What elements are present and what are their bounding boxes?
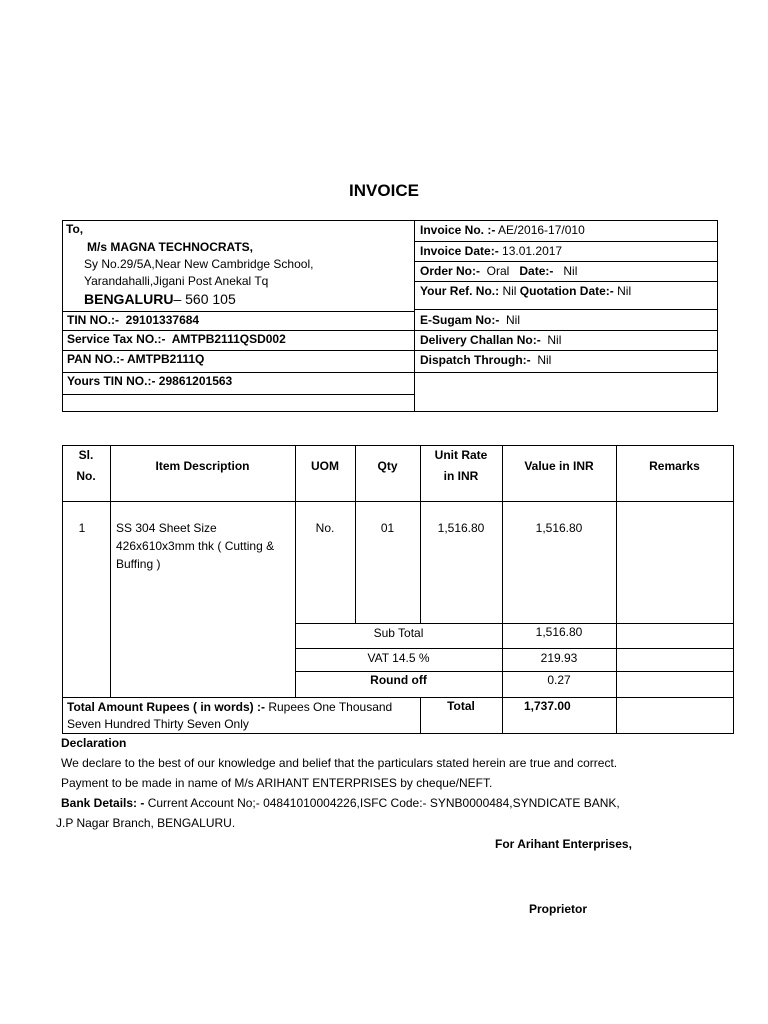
- bank-branch: J.P Nagar Branch, BENGALURU.: [56, 816, 236, 830]
- header-sl-1: Sl.: [78, 448, 94, 462]
- declaration-line-2: Payment to be made in name of M/s ARIHANT ENTERPRISES by cheque/NEFT.: [61, 776, 493, 790]
- order-no-label: Order No:-: [420, 264, 480, 278]
- customer-address-line-2: Yarandahalli,Jigani Post Anekal Tq: [84, 274, 269, 288]
- order-date-label: Date:-: [519, 264, 554, 278]
- signature-designation: Proprietor: [529, 902, 588, 916]
- signature-company: For Arihant Enterprises,: [495, 837, 632, 851]
- service-tax-label: Service Tax NO.:-: [67, 332, 166, 346]
- esugam-label: E-Sugam No:-: [420, 313, 500, 327]
- vat-value: 219.93: [540, 651, 578, 665]
- amount-in-words-value-1: Rupees One Thousand: [268, 700, 393, 714]
- service-tax-value: AMTPB2111QSD002: [171, 332, 286, 346]
- bank-details-label: Bank Details: -: [61, 796, 145, 810]
- total-label: Total: [447, 699, 475, 713]
- pan-value: AMTPB2111Q: [127, 352, 205, 366]
- header-qty: Qty: [377, 459, 398, 473]
- dispatch-value: Nil: [537, 353, 552, 367]
- row-value: 1,516.80: [535, 521, 583, 535]
- sub-total-value: 1,516.80: [535, 625, 583, 639]
- customer-address-line-1: Sy No.29/5A,Near New Cambridge School,: [84, 257, 314, 271]
- row-uom: No.: [315, 521, 335, 535]
- customer-pin: – 560 105: [173, 291, 236, 307]
- bank-details-line: [61, 796, 620, 811]
- round-off-value: 0.27: [547, 673, 571, 687]
- header-unit-rate-1: Unit Rate: [434, 448, 488, 462]
- invoice-no-row: [420, 223, 585, 238]
- customer-city-line: [84, 292, 236, 307]
- pan-label: PAN NO.:-: [67, 352, 125, 366]
- invoice-date-label: Invoice Date:-: [420, 244, 499, 258]
- bank-details-value: Current Account No;- 04841010004226,ISFC Code:- SYNB0000484,SYNDICATE BANK,: [147, 796, 620, 810]
- esugam-value: Nil: [506, 313, 521, 327]
- to-label: To,: [66, 222, 84, 236]
- amount-in-words-value-2: Seven Hundred Thirty Seven Only: [67, 717, 249, 731]
- row-sl: 1: [78, 521, 86, 535]
- invoice-date-row: [420, 244, 562, 259]
- customer-name: M/s MAGNA TECHNOCRATS,: [87, 240, 253, 254]
- header-remarks: Remarks: [649, 459, 700, 473]
- yours-tin-row: [67, 374, 232, 389]
- declaration-heading: Declaration: [61, 736, 127, 750]
- quotation-date-label: Quotation Date:-: [519, 284, 614, 298]
- page-title: INVOICE: [349, 181, 419, 200]
- dispatch-row: [420, 353, 551, 368]
- pan-row: [67, 352, 204, 367]
- row-rate: 1,516.80: [437, 521, 485, 535]
- yours-tin-value: 29861201563: [158, 374, 233, 388]
- invoice-date-value: 13.01.2017: [502, 244, 563, 258]
- total-value: 1,737.00: [524, 699, 571, 713]
- yours-tin-label: Yours TIN NO.:-: [67, 374, 156, 388]
- delivery-challan-value: Nil: [547, 333, 562, 347]
- order-row: [420, 264, 577, 279]
- tin-value: 29101337684: [125, 313, 200, 327]
- round-off-label: Round off: [370, 673, 427, 687]
- header-item-description: Item Description: [155, 459, 250, 473]
- header-sl-2: No.: [76, 469, 96, 483]
- header-value: Value in INR: [524, 459, 594, 473]
- service-tax-row: [67, 332, 286, 347]
- row-description-3: Buffing ): [116, 557, 161, 571]
- esugam-row: [420, 313, 520, 328]
- row-description-1: SS 304 Sheet Size: [116, 521, 217, 535]
- tin-row: [67, 313, 199, 328]
- order-date-value: Nil: [563, 264, 578, 278]
- row-qty: 01: [380, 521, 395, 535]
- invoice-no-label: Invoice No. :-: [420, 223, 496, 237]
- amount-in-words-line-1: [67, 700, 392, 715]
- invoice-no-value: AE/2016-17/010: [498, 223, 585, 237]
- delivery-challan-row: [420, 333, 561, 348]
- vat-label: VAT 14.5 %: [367, 651, 430, 665]
- dispatch-label: Dispatch Through:-: [420, 353, 531, 367]
- row-description-2: 426x610x3mm thk ( Cutting &: [116, 539, 275, 553]
- sub-total-label: Sub Total: [373, 626, 424, 640]
- amount-in-words-label: Total Amount Rupees ( in words) :-: [67, 700, 265, 714]
- your-ref-label: Your Ref. No.:: [420, 284, 500, 298]
- declaration-line-1: We declare to the best of our knowledge and belief that the particulars stated herein are true and correct.: [61, 756, 618, 770]
- header-unit-rate-2: in INR: [443, 469, 479, 483]
- customer-city: BENGALURU: [84, 291, 174, 307]
- tin-label: TIN NO.:-: [67, 313, 119, 327]
- quotation-date-value: Nil: [617, 284, 632, 298]
- your-ref-row: [420, 284, 631, 299]
- delivery-challan-label: Delivery Challan No:-: [420, 333, 541, 347]
- order-no-value: Oral: [486, 264, 510, 278]
- header-uom: UOM: [311, 459, 339, 473]
- your-ref-value: Nil: [502, 284, 517, 298]
